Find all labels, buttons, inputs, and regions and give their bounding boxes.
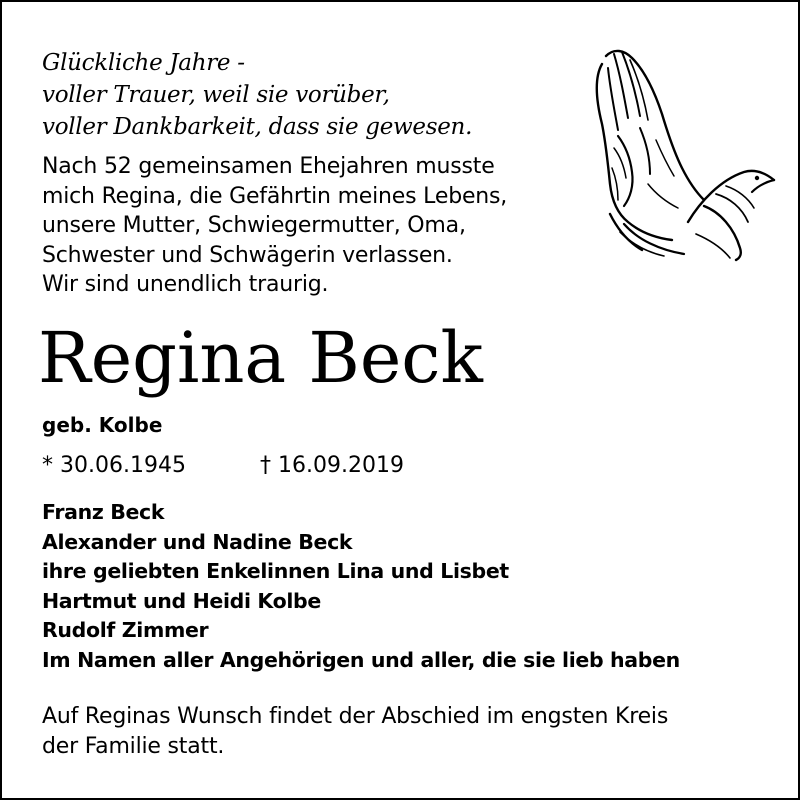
mourner-entry: Franz Beck xyxy=(42,500,165,524)
mourner-entry: Hartmut und Heidi Kolbe xyxy=(42,588,321,613)
deceased-name: Regina Beck xyxy=(38,317,483,399)
intro-line: unsere Mutter, Schwiegermutter, Oma, xyxy=(42,213,466,238)
farewell-note xyxy=(42,702,668,762)
poem-line: Glückliche Jahre - xyxy=(42,50,245,76)
mourner-entry: Im Namen aller Angehörigen und aller, die sie lieb haben xyxy=(42,647,680,672)
poem-line: voller Dankbarkeit, dass sie gewesen. xyxy=(42,114,473,140)
poem-line: voller Trauer, weil sie vorüber, xyxy=(42,82,390,108)
mourner-entry: ihre geliebten Enkelinnen Lina und Lisbet xyxy=(42,559,509,583)
farewell-line: der Familie statt. xyxy=(42,734,225,759)
intro-line: Schwester und Schwägerin verlassen. xyxy=(42,242,453,268)
life-dates xyxy=(42,451,404,481)
death-date: † 16.09.2019 xyxy=(260,453,404,478)
maiden-name: geb. Kolbe xyxy=(42,413,163,437)
poem xyxy=(42,47,472,143)
farewell-line: Auf Reginas Wunsch findet der Abschied im engsten Kreis xyxy=(42,704,669,729)
intro-text xyxy=(42,152,507,300)
birth-date: * 30.06.1945 xyxy=(42,453,186,478)
mourner-entry: Rudolf Zimmer xyxy=(42,618,209,642)
intro-line: Nach 52 gemeinsamen Ehejahren musste xyxy=(42,154,495,179)
mourners-list xyxy=(42,498,680,675)
intro-line: Wir sind unendlich traurig. xyxy=(42,272,329,297)
praying-hands-with-dove-icon xyxy=(584,44,780,262)
intro-line: mich Regina, die Gefährtin meines Lebens, xyxy=(42,183,508,209)
mourner-entry: Alexander und Nadine Beck xyxy=(42,529,353,554)
